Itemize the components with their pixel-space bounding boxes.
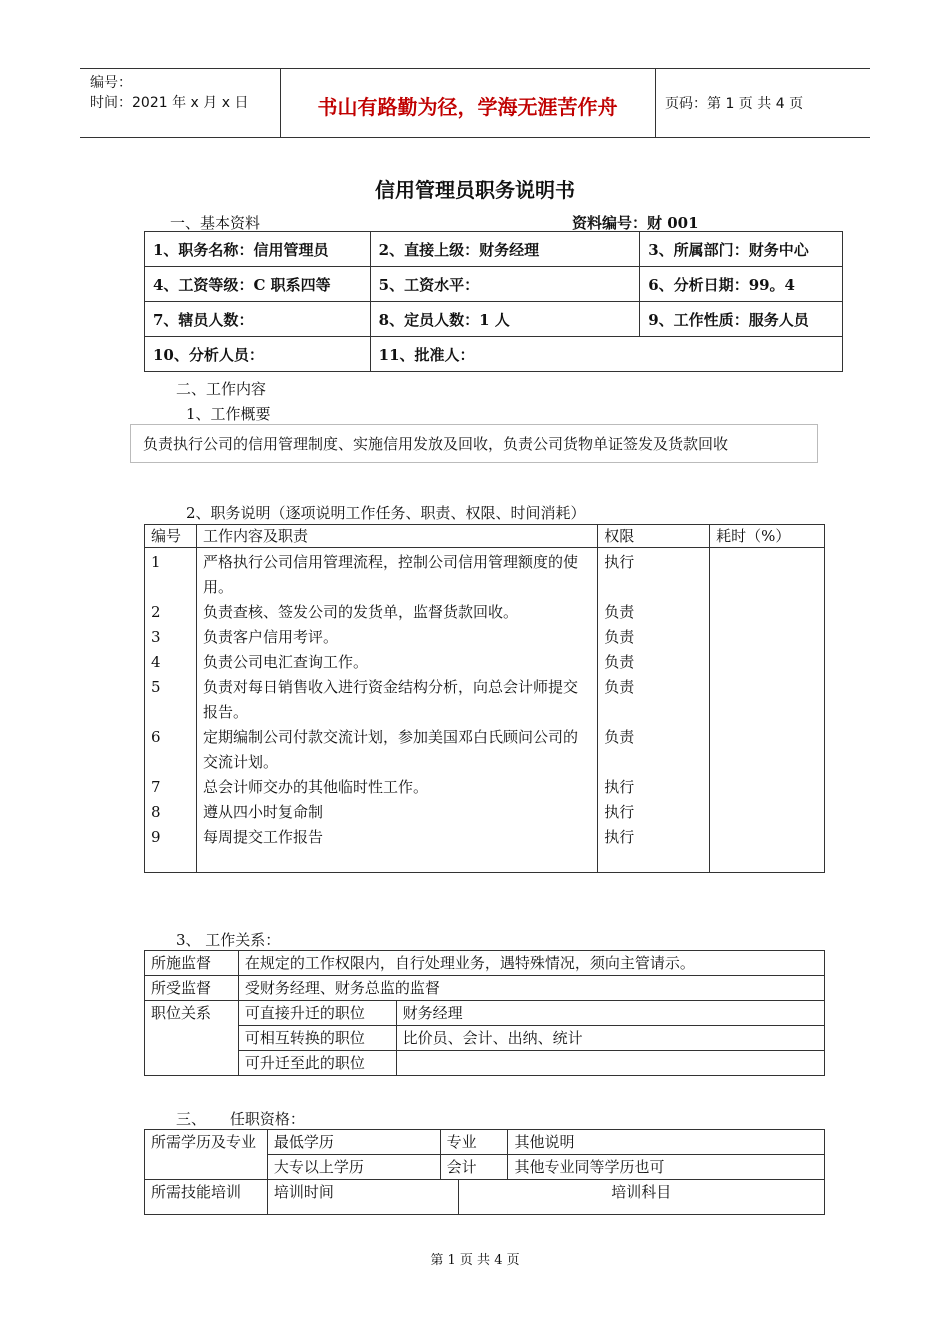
basic-cell: 10、分析人员： xyxy=(145,337,371,372)
duty-content: 总会计师交办的其他临时性工作。 xyxy=(202,778,428,796)
row-value xyxy=(396,1051,824,1076)
duty-authority: 负责 xyxy=(604,628,635,646)
row-value: 会计 xyxy=(440,1155,508,1180)
duty-number: 5 xyxy=(151,678,161,696)
duty-authority: 负责 xyxy=(604,728,635,746)
duty-content: 负责对每日销售收入进行资金结构分析，向总会计师提交报告。 xyxy=(202,678,578,721)
duty-number: 9 xyxy=(151,828,161,846)
table-row xyxy=(145,951,825,976)
duty-number-column xyxy=(145,548,197,873)
qualification-table xyxy=(144,1129,825,1215)
basic-cell: 1、职务名称：信用管理员 xyxy=(145,232,371,267)
sub-label: 可相互转换的职位 xyxy=(238,1026,396,1051)
row-label: 职位关系 xyxy=(145,1001,239,1076)
duty-content: 负责公司电汇查询工作。 xyxy=(202,653,368,671)
table-row xyxy=(145,1051,825,1076)
duty-number: 8 xyxy=(151,803,161,821)
sub-label: 可直接升迁的职位 xyxy=(238,1001,396,1026)
duty-number: 1 xyxy=(151,553,161,571)
duty-content-column xyxy=(196,548,597,873)
basic-cell: 5、工资水平： xyxy=(370,267,640,302)
row-value: 财务经理 xyxy=(396,1001,824,1026)
duty-number: 7 xyxy=(151,778,161,796)
table-row xyxy=(145,976,825,1001)
row-label: 所施监督 xyxy=(145,951,239,976)
duty-content: 遵从四小时复命制 xyxy=(202,803,323,821)
duty-authority: 负责 xyxy=(604,603,635,621)
section-work-heading: 二、工作内容 xyxy=(176,380,267,398)
row-value: 大专以上学历 xyxy=(267,1155,440,1180)
table-header-row xyxy=(145,525,825,548)
duty-authority: 执行 xyxy=(604,803,635,821)
time-label: 时间：2021 年 x 月 x 日 xyxy=(90,95,249,111)
overview-heading: 1、工作概要 xyxy=(186,405,271,423)
table-row xyxy=(145,1180,825,1215)
page-footer: 第 1 页 共 4 页 xyxy=(430,1253,520,1268)
duty-time-column xyxy=(710,548,825,873)
basic-cell: 7、辖员人数： xyxy=(145,302,371,337)
basic-cell: 4、工资等级：C 职系四等 xyxy=(145,267,371,302)
sub-label: 可升迁至此的职位 xyxy=(238,1051,396,1076)
table-row xyxy=(145,267,843,302)
basic-info-table xyxy=(144,231,843,372)
header-meta xyxy=(90,73,248,113)
table-row xyxy=(145,1130,825,1155)
basic-cell: 8、定员人数：1 人 xyxy=(370,302,640,337)
basic-cell: 6、分析日期：99。4 xyxy=(640,267,843,302)
sub-label: 专业 xyxy=(440,1130,508,1155)
duty-number: 6 xyxy=(151,728,161,746)
duty-authority: 负责 xyxy=(604,678,635,696)
basic-cell: 11、批准人： xyxy=(370,337,842,372)
duty-authority: 执行 xyxy=(604,553,635,571)
column-header: 耗时（%） xyxy=(710,525,825,548)
page-header xyxy=(80,68,870,138)
duty-heading: 2、职务说明（逐项说明工作任务、职责、权限、时间消耗） xyxy=(186,504,586,522)
duty-authority-column xyxy=(598,548,710,873)
row-label: 所需学历及专业 xyxy=(145,1130,268,1180)
duty-content: 负责查核、签发公司的发货单，监督货款回收。 xyxy=(202,603,518,621)
row-value: 比价员、会计、出纳、统计 xyxy=(396,1026,824,1051)
row-label: 所受监督 xyxy=(145,976,239,1001)
row-value: 受财务经理、财务总监的监督 xyxy=(238,976,824,1001)
overview-box: 负责执行公司的信用管理制度、实施信用发放及回收，负责公司货物单证签发及货款回收 xyxy=(130,424,818,463)
table-row xyxy=(145,337,843,372)
section-basic-heading: 一、基本资料 xyxy=(170,214,261,232)
column-header: 编号 xyxy=(145,525,197,548)
row-label: 所需技能培训 xyxy=(145,1180,268,1215)
table-row xyxy=(145,302,843,337)
basic-cell: 9、工作性质：服务人员 xyxy=(640,302,843,337)
qualification-heading: 三、 任职资格： xyxy=(176,1110,305,1128)
sub-label: 最低学历 xyxy=(267,1130,440,1155)
doc-number: 资料编号：财 001 xyxy=(572,214,699,232)
table-row xyxy=(145,1001,825,1026)
duty-content: 定期编制公司付款交流计划，参加美国邓白氏顾问公司的交流计划。 xyxy=(202,728,578,771)
duty-content: 严格执行公司信用管理流程，控制公司信用管理额度的使用。 xyxy=(202,553,578,596)
table-row xyxy=(145,1026,825,1051)
basic-cell: 2、直接上级：财务经理 xyxy=(370,232,640,267)
document-title: 信用管理员职务说明书 xyxy=(375,178,575,202)
duty-content: 每周提交工作报告 xyxy=(202,828,323,846)
row-value: 在规定的工作权限内，自行处理业务，遇特殊情况，须向主管请示。 xyxy=(238,951,824,976)
duty-table xyxy=(144,524,825,873)
sub-label: 其他说明 xyxy=(508,1130,825,1155)
column-header: 工作内容及职责 xyxy=(196,525,597,548)
duty-number: 2 xyxy=(151,603,161,621)
duty-content: 负责客户信用考评。 xyxy=(202,628,338,646)
table-row xyxy=(145,232,843,267)
code-label: 编号： xyxy=(90,75,132,91)
table-row xyxy=(145,548,825,873)
relations-table xyxy=(144,950,825,1076)
relations-heading: 3、 工作关系： xyxy=(176,931,281,949)
motto: 书山有路勤为径，学海无涯苦作舟 xyxy=(317,95,618,119)
basic-cell: 3、所属部门：财务中心 xyxy=(640,232,843,267)
sub-label: 培训科目 xyxy=(458,1180,824,1215)
duty-number: 4 xyxy=(151,653,161,671)
column-header: 权限 xyxy=(598,525,710,548)
duty-authority: 执行 xyxy=(604,828,635,846)
duty-authority: 执行 xyxy=(604,778,635,796)
duty-authority: 负责 xyxy=(604,653,635,671)
header-divider xyxy=(655,69,656,137)
row-value: 其他专业同等学历也可 xyxy=(508,1155,825,1180)
page-info: 页码：第 1 页 共 4 页 xyxy=(665,96,804,112)
sub-label: 培训时间 xyxy=(267,1180,458,1215)
duty-number: 3 xyxy=(151,628,161,646)
